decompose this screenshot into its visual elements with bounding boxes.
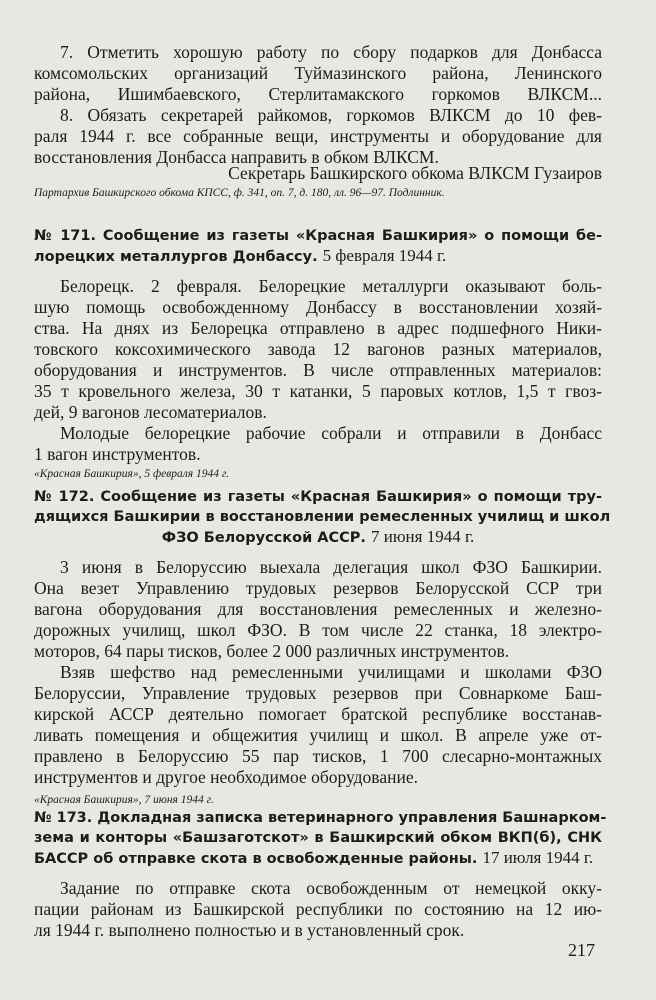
text-line: Она везет Управлению трудовых резервов Белорусской ССР три [34, 578, 602, 598]
archive-reference: Партархив Башкирского обкома КПСС, ф. 341, оп. 7, д. 180, лл. 96—97. Подлинник. [34, 187, 445, 199]
text-line: дорожных училищ, школ ФЗО. В том числе 22 станка, 18 электро- [34, 620, 602, 640]
text-line: района, Ишимбаевского, Стерлитамакского горкомов ВЛКСМ... [34, 84, 602, 104]
source-note: «Красная Башкирия», 5 февраля 1944 г. [34, 468, 230, 480]
text-line: 35 т кровельного железа, 30 т катанки, 5 паровых котлов, 1,5 т гвоз- [34, 381, 602, 401]
text-line: 7. Отметить хорошую работу по сбору подарков для Донбасса [60, 42, 602, 62]
section-171-heading: № 171. Сообщение из газеты «Красная Башкирия» о помощи бе- [34, 228, 602, 244]
text-line: 1 вагон инструментов. [34, 444, 201, 464]
text-line: вагона оборудования для восстановления ремесленных и железно- [34, 599, 602, 619]
section-173-date: 17 июля 1944 г. [482, 848, 594, 867]
section-173-heading-cont: зема и конторы «Башзаготскот» в Башкирский обком ВКП(б), СНК [34, 830, 602, 846]
text-line: 3 июня в Белоруссию выехала делегация школ ФЗО Башкирии. [60, 557, 602, 577]
section-172-heading: № 172. Сообщение из газеты «Красная Башкирия» о помощи тру- [34, 489, 602, 505]
text-line: восстановления Донбасса направить в обком ВЛКСМ. [34, 147, 439, 167]
text-line: товского коксохимического завода 12 вагонов разных материалов, [34, 339, 602, 359]
text-line: 8. Обязать секретарей райкомов, горкомов ВЛКСМ до 10 фев- [60, 105, 602, 125]
text-line: ливать помещения и общежития училищ и школ. В апреле уже от- [34, 725, 602, 745]
text-line: правлено в Белоруссию 55 пар тисков, 1 700 слесарно-монтажных [34, 746, 602, 766]
text-line: Белорецк. 2 февраля. Белорецкие металлурги оказывают боль- [60, 276, 602, 296]
text-line: Взяв шефство над ремесленными училищами и школами ФЗО [60, 662, 602, 682]
signature: Секретарь Башкирского обкома ВЛКСМ Гузаиров [228, 163, 602, 183]
text-line: Белоруссии, Управление трудовых резервов при Совнаркоме Баш- [34, 683, 602, 703]
section-171-date: 5 февраля 1944 г. [322, 246, 447, 265]
text-line: моторов, 64 пары тисков, более 2 000 различных инструментов. [34, 641, 510, 661]
text-line: дей, 9 вагонов лесоматериалов. [34, 402, 267, 422]
section-172-heading-cont: дящихся Башкирии в восстановлении ремесленных училищ и школ [34, 509, 611, 525]
section-171-heading-cont: лорецких металлургов Донбассу. 5 февраля 1944 г. [34, 246, 447, 265]
text-line: пации районам из Башкирской республики по состоянию на 12 ию- [34, 899, 602, 919]
text-line: комсомольских организаций Туймазинского района, Ленинского [34, 63, 602, 83]
text-line: шую помощь освобожденному Донбассу в восстановлении хозяй- [34, 297, 602, 317]
text-line: оборудования и инструментов. В числе отправленных материалов: [34, 360, 602, 380]
section-173-heading: № 173. Докладная записка ветеринарного управления Башнарком- [34, 810, 607, 826]
text-line: кирской АССР деятельно помогает братской республике восстанав- [34, 704, 602, 724]
page-number: 217 [568, 940, 595, 960]
text-line: Задание по отправке скота освобожденным от немецкой окку- [60, 878, 602, 898]
source-note: «Красная Башкирия», 7 июня 1944 г. [34, 794, 214, 806]
text-line: раля 1944 г. все собранные вещи, инструменты и оборудование для [34, 126, 602, 146]
text-line: инструментов и другое необходимое оборудование. [34, 767, 418, 787]
section-173-heading-end: БАССР об отправке скота в освобожденные районы. 17 июля 1944 г. [34, 848, 594, 867]
section-172-heading-end: ФЗО Белорусской АССР. 7 июня 1944 г. [161, 527, 475, 546]
text-line: Молодые белорецкие рабочие собрали и отправили в Донбасс [60, 423, 602, 443]
section-172-date: 7 июня 1944 г. [370, 527, 475, 546]
text-line: ства. На днях из Белорецка отправлено в адрес подшефного Ники- [34, 318, 602, 338]
text-line: ля 1944 г. выполнено полностью и в установленный срок. [34, 920, 465, 940]
